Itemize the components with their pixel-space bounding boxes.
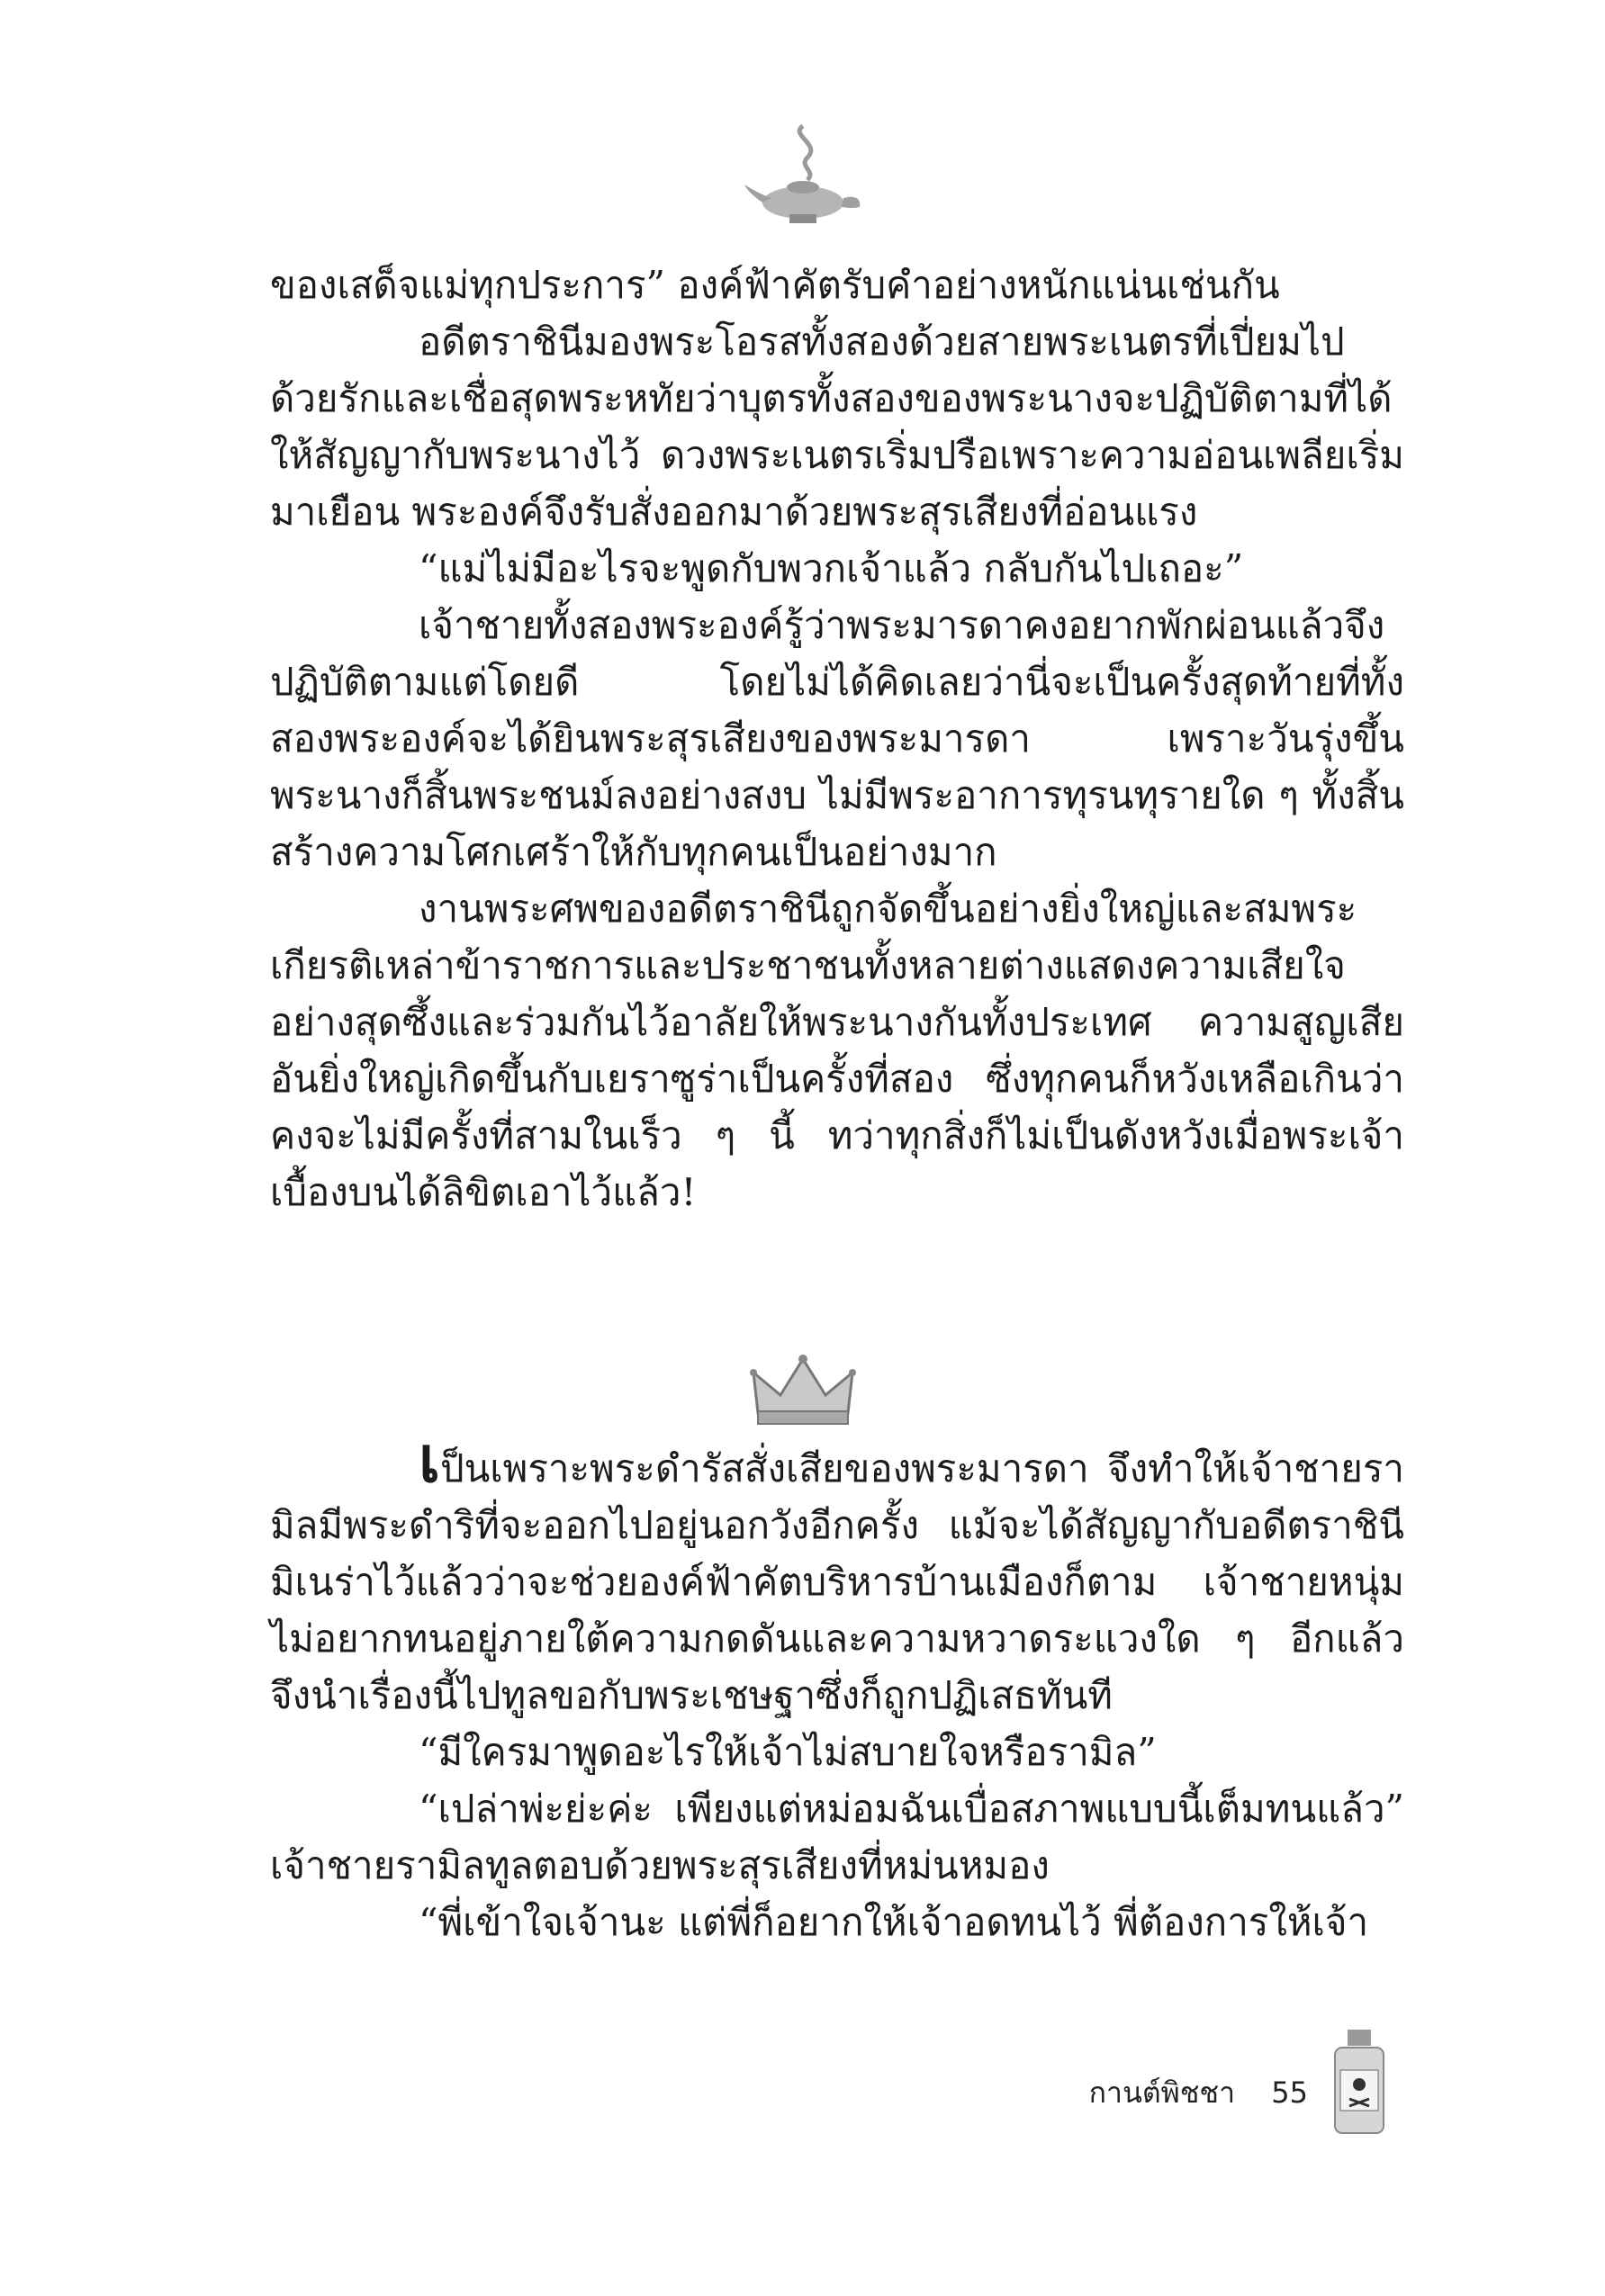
book-title: กานต์พิชชา	[1088, 2075, 1236, 2110]
paragraph: “พี่เข้าใจเจ้านะ แต่พี่ก็อยากให้เจ้าอดทนไว้ พี่ต้องการให้เจ้า	[419, 1900, 1369, 1944]
text-block-1	[270, 257, 1404, 1220]
paragraph-text: ป็นเพราะพระดำรัสสั่งเสียของพระมารดา จึงทำให้เจ้าชายรามิลมีพระดำริที่จะออกไปอยู่นอกวังอีกครั้ง แม้จะได้สัญญากับอดีตราชินีมิเนร่าไว้แล้วว่าจะช่วยองค์ฟ้าคัตบริหารบ้านเมืองก็ตาม เจ้าชายหนุ่มไม่อยากทนอยู่ภายใต้ความกดดันและความหวาดระแวงใด ๆ อีกแล้ว จึงนำเรื่องนี้ไปทูลขอกับพระเชษฐาซึ่งก็ถูกปฏิเสธทันที	[270, 1446, 1404, 1717]
drop-cap: เ	[419, 1423, 440, 1497]
crown-icon	[744, 1350, 861, 1431]
paragraph	[270, 1423, 1404, 1724]
poison-bottle-icon	[1328, 2025, 1391, 2142]
paragraph: “แม่ไม่มีอะไรจะพูดกับพวกเจ้าแล้ว กลับกันไปเถอะ”	[419, 546, 1244, 590]
paragraph: ของเสด็จแม่ทุกประการ” องค์ฟ้าคัตรับคำอย่างหนักแน่นเช่นกัน	[270, 263, 1280, 307]
paragraph: “เปล่าพ่ะย่ะค่ะ เพียงแต่หม่อมฉันเบื่อสภาพแบบนี้เต็มทนแล้ว” เจ้าชายรามิลทูลตอบด้วยพระสุรเสียงที่หม่นหมอง	[270, 1787, 1404, 1887]
page-footer	[1089, 2070, 1308, 2116]
page-number: 55	[1271, 2075, 1308, 2110]
paragraph: อดีตราชินีมองพระโอรสทั้งสองด้วยสายพระเนตรที่เปี่ยมไปด้วยรักและเชื่อสุดพระหทัยว่าบุตรทั้งสองของพระนางจะปฏิบัติตามที่ได้ให้สัญญากับพระนางไว้ ดวงพระเนตรเริ่มปรือเพราะความอ่อนเพลียเริ่มมาเยือน พระองค์จึงรับสั่งออกมาด้วยพระสุรเสียงที่อ่อนแรง	[270, 320, 1404, 534]
genie-lamp-icon	[735, 108, 870, 243]
text-block-2	[270, 1423, 1404, 1950]
paragraph: งานพระศพของอดีตราชินีถูกจัดขึ้นอย่างยิ่งใหญ่และสมพระเกียรติเหล่าข้าราชการและประชาชนทั้งหลายต่างแสดงความเสียใจอย่างสุดซึ้งและร่วมกันไว้อาลัยให้พระนางกันทั้งประเทศ ความสูญเสียอันยิ่งใหญ่เกิดขึ้นกับเยราซูร่าเป็นครั้งที่สอง ซึ่งทุกคนก็หวังเหลือเกินว่าคงจะไม่มีครั้งที่สามในเร็ว ๆ นี้ ทว่าทุกสิ่งก็ไม่เป็นดังหวังเมื่อพระเจ้าเบื้องบนได้ลิขิตเอาไว้แล้ว!	[270, 887, 1404, 1214]
paragraph: “มีใครมาพูดอะไรให้เจ้าไม่สบายใจหรือรามิล”	[419, 1730, 1157, 1774]
paragraph: เจ้าชายทั้งสองพระองค์รู้ว่าพระมารดาคงอยากพักผ่อนแล้วจึงปฏิบัติตามแต่โดยดี โดยไม่ได้คิดเลยว่านี่จะเป็นครั้งสุดท้ายที่ทั้งสองพระองค์จะได้ยินพระสุรเสียงของพระมารดา เพราะวันรุ่งขึ้นพระนางก็สิ้นพระชนม์ลงอย่างสงบ ไม่มีพระอาการทุรนทุรายใด ๆ ทั้งสิ้น สร้างความโศกเศร้าให้กับทุกคนเป็นอย่างมาก	[270, 603, 1404, 874]
